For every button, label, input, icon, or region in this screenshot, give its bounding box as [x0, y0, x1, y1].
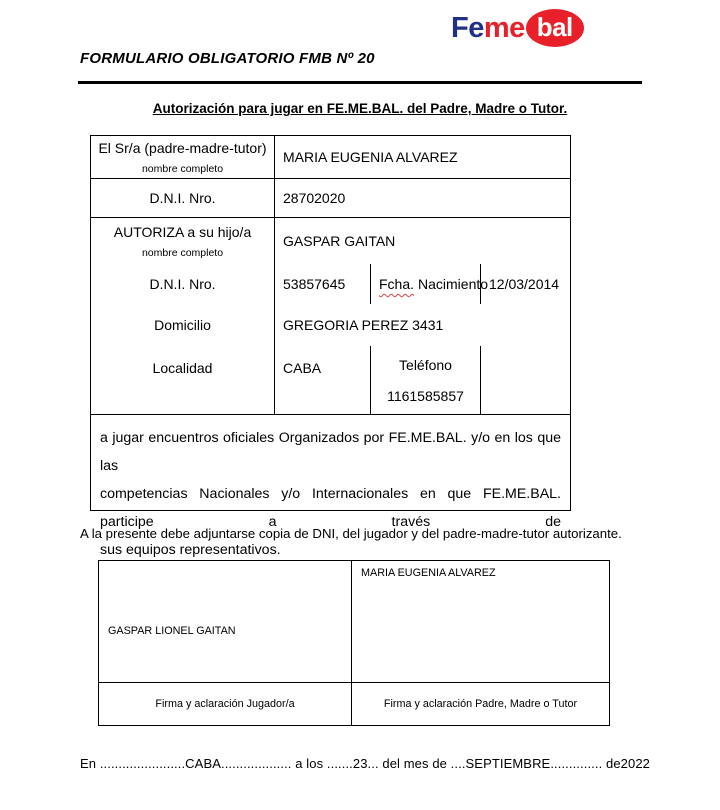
tutor-name-label: El Sr/a (padre-madre-tutor) [98, 139, 267, 156]
field-label-birthdate [371, 264, 489, 304]
field-value-birthdate: 12/03/2014 [489, 276, 560, 292]
field-value-city: CABA [275, 346, 371, 414]
phone-value: 1161585857 [387, 387, 464, 404]
paragraph-line-1: a jugar encuentros oficiales Organizados por FE.ME.BAL. y/o en los que las [100, 430, 561, 474]
player-signature-caption: Firma y aclaración Jugador/a [99, 682, 352, 725]
tutor-name-sublabel: nombre completo [141, 162, 224, 175]
page-title: FORMULARIO OBLIGATORIO FMB Nº 20 [80, 50, 375, 67]
autoriza-label: AUTORIZA a su hijo/a [113, 223, 252, 240]
field-value-child-dni: 53857645 [275, 264, 371, 304]
attachment-note: A la presente debe adjuntarse copia de DNI, del jugador y del padre-madre-tutor autorizante. [80, 526, 622, 541]
paragraph-line-2: competencias Nacionales y/o Internacionales en que FE.ME.BAL. participe a través de [100, 486, 561, 530]
field-value-tutor-dni: 28702020 [275, 179, 570, 218]
field-label-address: Domicilio [91, 304, 275, 346]
tutor-signature-cell: MARIA EUGENIA ALVAREZ [361, 567, 496, 579]
femebal-logo [451, 9, 584, 47]
fcha-label: Fcha. [379, 276, 415, 292]
form-subtitle: Autorización para jugar en FE.ME.BAL. del Padre, Madre o Tutor. [152, 101, 568, 116]
field-value-tutor-name: MARIA EUGENIA ALVAREZ [275, 136, 570, 179]
tutor-signature-caption: Firma y aclaración Padre, Madre o Tutor [352, 682, 609, 725]
logo-text-fe: Fe [451, 11, 484, 44]
empty-cell [481, 346, 570, 414]
field-label-tutor-name [91, 136, 275, 179]
header-rule [78, 81, 642, 84]
phone-label: Teléfono [399, 356, 452, 373]
field-label-child-dni: D.N.I. Nro. [91, 264, 275, 304]
player-signature-cell: GASPAR LIONEL GAITAN [99, 561, 352, 682]
logo-oval-icon [526, 9, 584, 47]
field-label-city: Localidad [91, 346, 275, 414]
child-name-sublabel: nombre completo [141, 246, 224, 259]
field-value-child-name: GASPAR GAITAN [283, 233, 396, 249]
signature-table [98, 560, 610, 726]
field-value-address: GREGORIA PEREZ 3431 [283, 317, 444, 333]
logo-text-me: me [483, 11, 525, 44]
field-phone [371, 346, 481, 414]
nacimiento-label: Nacimiento [418, 276, 489, 292]
paragraph-line-3: sus equipos representativos. [100, 542, 281, 558]
field-label-tutor-dni: D.N.I. Nro. [91, 179, 275, 218]
date-place-line: En .......................CABA................... a los .......23... del mes de ....SEPTIEMBRE.............. de2022 [80, 756, 650, 771]
field-label-child-name [91, 218, 275, 264]
logo-text-bal: bal [536, 12, 573, 42]
